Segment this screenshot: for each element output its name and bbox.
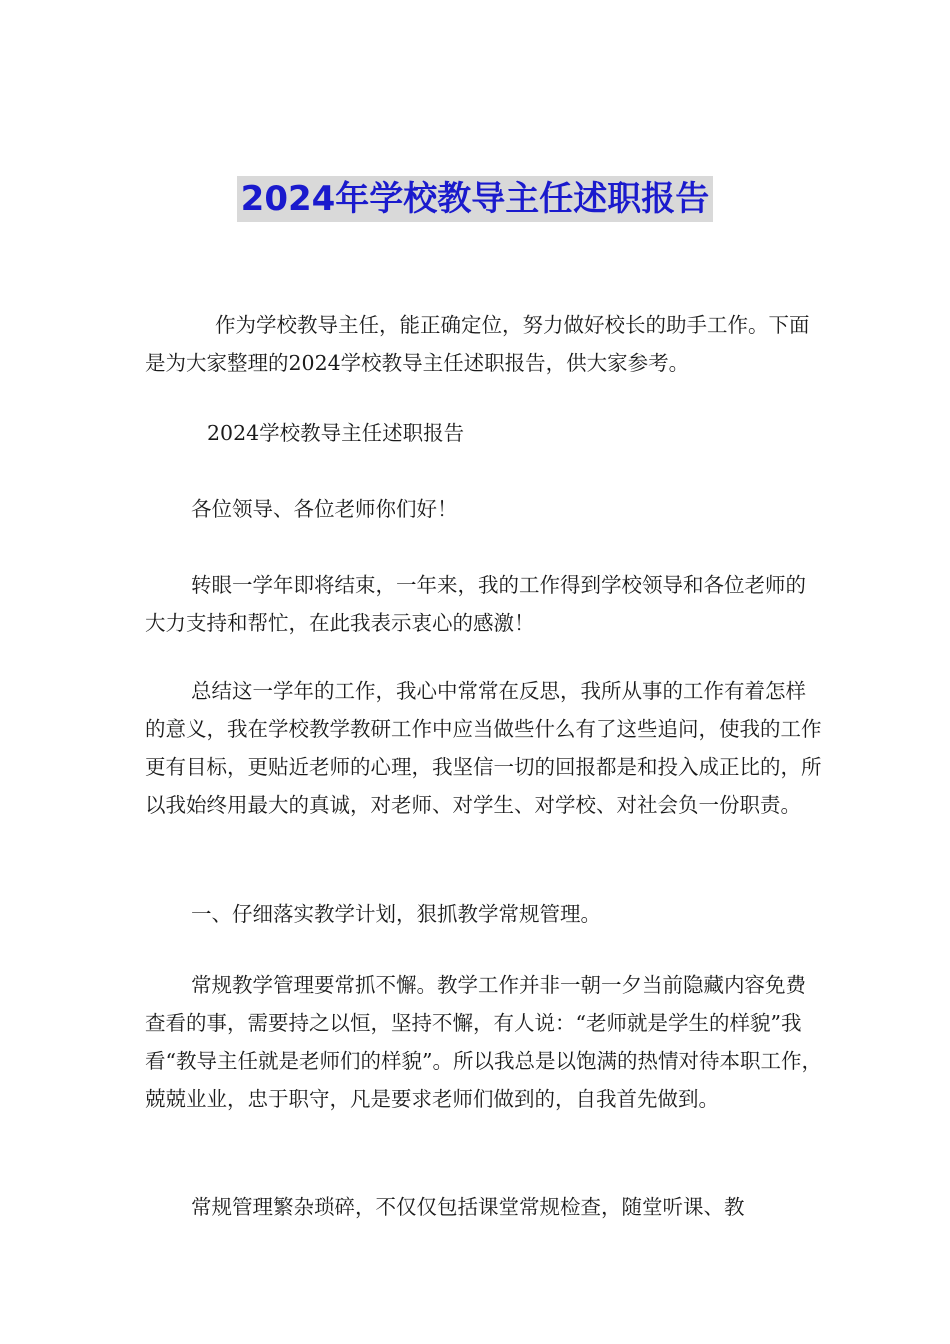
paragraph-text: 常规管理繁杂琐碎，不仅仅包括课堂常规检查，随堂听课、教 [191, 1195, 745, 1219]
paragraph-text: 作为学校教导主任，能正确定位，努力做好校长的助手工作。下面是为大家整理的2024学校教导主任述职报告，供大家参考。 [145, 313, 810, 375]
paragraph-text: 常规教学管理要常抓不懈。教学工作并非一朝一夕当前隐藏内容免费查看的事，需要持之以恒，坚持不懈，有人说：“老师就是学生的样貌”我看“教导主任就是老师们的样貌”。所以我总是以饱满的热情对待本职工作，兢兢业业，忠于职守，凡是要求老师们做到的，自我首先做到。 [145, 973, 822, 1111]
paragraph-text: 总结这一学年的工作，我心中常常在反思，我所从事的工作有着怎样的意义，我在学校教学教研工作中应当做些什么有了这些追问，使我的工作更有目标，更贴近老师的心理，我坚信一切的回报都是和投入成正比的，所以我始终用最大的真诚，对老师、对学生、对学校、对社会负一份职责。 [145, 679, 822, 817]
paragraph-greeting [145, 490, 825, 528]
paragraph-thanks [145, 566, 825, 642]
paragraph-section-heading [145, 895, 825, 933]
paragraph-text: 一、仔细落实教学计划，狠抓教学常规管理。 [191, 902, 601, 926]
paragraph-intro [145, 306, 825, 382]
paragraph-text: 各位领导、各位老师你们好！ [191, 497, 458, 521]
paragraph-routine-continued [145, 1188, 825, 1226]
paragraph-text: 2024学校教导主任述职报告 [207, 421, 465, 445]
paragraph-text: 转眼一学年即将结束，一年来，我的工作得到学校领导和各位老师的大力支持和帮忙，在此我表示衷心的感激！ [145, 573, 806, 635]
paragraph-summary [145, 672, 825, 824]
paragraph-routine [145, 966, 825, 1118]
document-title: 2024年学校教导主任述职报告 [237, 176, 714, 222]
paragraph-subtitle [145, 414, 825, 452]
title-container [0, 176, 950, 222]
